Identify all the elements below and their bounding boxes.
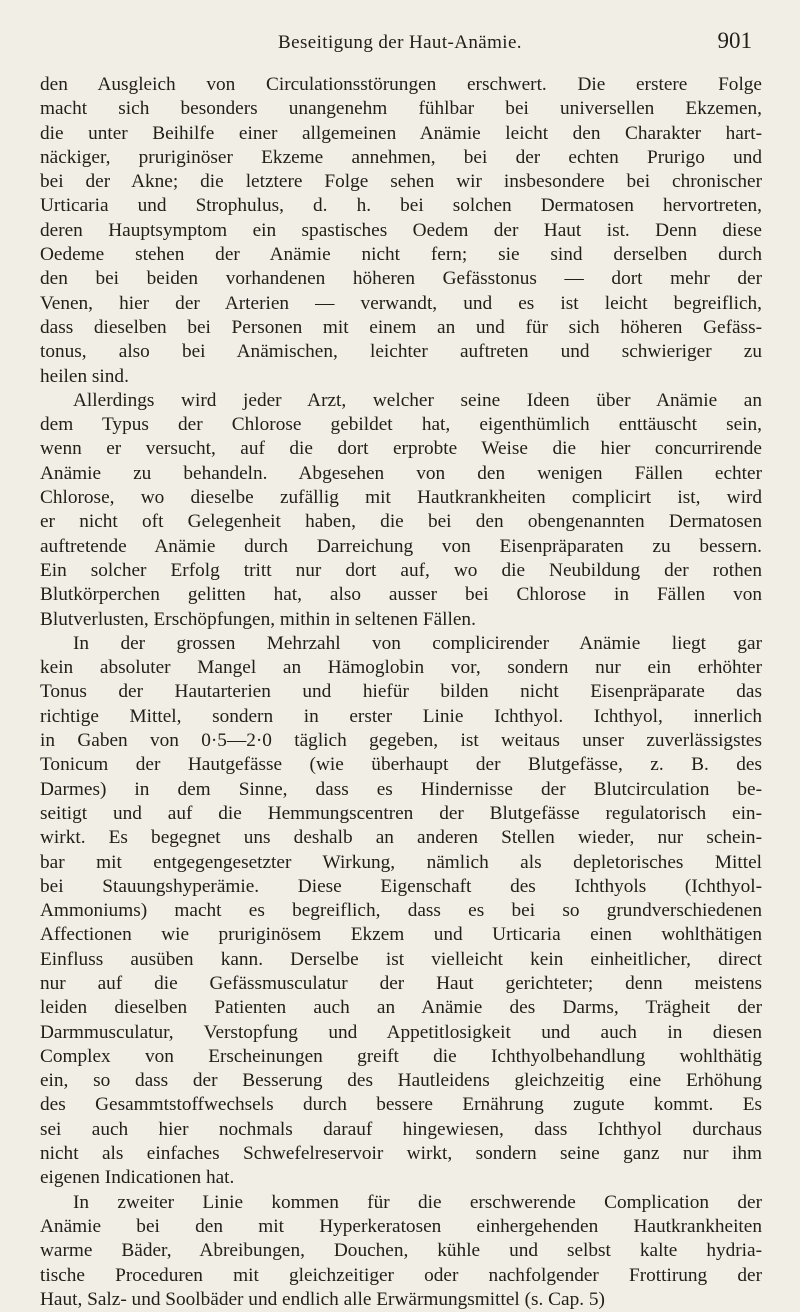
text-line: Urticaria und Strophulus, d. h. bei solchen Dermatosen hervortreten, [40, 195, 762, 217]
text-line: bei der Akne; die letztere Folge sehen wir insbesondere bei chronischer [40, 171, 762, 193]
page-header [40, 26, 760, 60]
text-line: In zweiter Linie kommen für die erschwerende Complication der [73, 1191, 762, 1213]
text-line: dem Typus der Chlorose gebildet hat, eigenthümlich enttäuscht sein, [40, 414, 762, 436]
text-line: Haut, Salz- und Soolbäder und endlich alle Erwärmungsmittel (s. Cap. 5) [40, 1288, 605, 1310]
text-line: er nicht oft Gelegenheit haben, die bei den obengenannten Dermatosen [40, 511, 762, 533]
text-line: wenn er versucht, auf die dort erprobte Weise die hier concurrirende [40, 438, 762, 460]
text-line: deren Hauptsymptom ein spastisches Oedem der Haut ist. Denn diese [40, 219, 762, 241]
text-line: warme Bäder, Abreibungen, Douchen, kühle und selbst kalte hydria- [40, 1240, 762, 1262]
text-line: Anämie zu behandeln. Abgesehen von den wenigen Fällen echter [40, 462, 762, 484]
text-line: Anämie bei den mit Hyperkeratosen einhergehenden Hautkrankheiten [40, 1215, 762, 1237]
text-line: heilen sind. [40, 365, 129, 387]
text-line: auftretende Anämie durch Darreichung von Eisenpräparaten zu bessern. [40, 535, 762, 557]
text-line: dass dieselben bei Personen mit einem an und für sich höheren Gefäss- [40, 316, 762, 338]
text-line: macht sich besonders unangenehm fühlbar bei universellen Ekzemen, [40, 98, 762, 120]
text-line: Darmmusculatur, Verstopfung und Appetitlosigkeit und auch in diesen [40, 1021, 762, 1043]
text-line: Ein solcher Erfolg tritt nur dort auf, wo die Neubildung der rothen [40, 559, 762, 581]
text-line: die unter Beihilfe einer allgemeinen Anämie leicht den Charakter hart- [40, 122, 762, 144]
text-line: Ammoniums) macht es begreiflich, dass es bei so grundverschiedenen [40, 900, 762, 922]
body-text [40, 73, 762, 1312]
text-line: näckiger, pruriginöser Ekzeme annehmen, bei der echten Prurigo und [40, 146, 762, 168]
running-title: Beseitigung der Haut-Anämie. [278, 32, 522, 53]
text-line: Oedeme stehen der Anämie nicht fern; sie sind derselben durch [40, 244, 762, 266]
text-line: Tonicum der Hautgefässe (wie überhaupt der Blutgefässe, z. B. des [40, 754, 762, 776]
text-line: des Gesammtstoffwechsels durch bessere Ernährung zugute kommt. Es [40, 1094, 762, 1116]
text-line: Tonus der Hautarterien und hiefür bilden nicht Eisenpräparate das [40, 681, 762, 703]
text-line: Darmes) in dem Sinne, dass es Hindernisse der Blutcirculation be- [40, 778, 762, 800]
text-line: den bei beiden vorhandenen höheren Gefässtonus — dort mehr der [40, 268, 762, 290]
text-line: Venen, hier der Arterien — verwandt, und es ist leicht begreiflich, [40, 292, 762, 314]
text-line: tonus, also bei Anämischen, leichter auftreten und schwieriger zu [40, 341, 762, 363]
text-line: tische Proceduren mit gleichzeitiger oder nachfolgender Frottirung der [40, 1264, 762, 1286]
text-line: sei auch hier nochmals darauf hingewiesen, dass Ichthyol durchaus [40, 1118, 762, 1140]
page-number: 901 [717, 28, 752, 53]
text-line: wirkt. Es begegnet uns deshalb an anderen Stellen wieder, nur schein- [40, 827, 762, 849]
text-line: Blutkörperchen gelitten hat, also ausser bei Chlorose in Fällen von [40, 584, 762, 606]
text-line: Affectionen wie pruriginösem Ekzem und Urticaria einen wohlthätigen [40, 924, 762, 946]
text-line: leiden dieselben Patienten auch an Anämie des Darms, Trägheit der [40, 997, 762, 1019]
text-line: ein, so dass der Besserung des Hautleidens gleichzeitig eine Erhöhung [40, 1070, 762, 1092]
text-line: Allerdings wird jeder Arzt, welcher seine Ideen über Anämie an [73, 389, 762, 411]
text-line: nur auf die Gefässmusculatur der Haut gerichteter; denn meistens [40, 972, 762, 994]
text-line: in Gaben von 0·5—2·0 täglich gegeben, ist weitaus unser zuverlässigstes [40, 730, 762, 752]
text-line: eigenen Indicationen hat. [40, 1167, 235, 1189]
text-line: bei Stauungshyperämie. Diese Eigenschaft des Ichthyols (Ichthyol- [40, 875, 762, 897]
text-line: bar mit entgegengesetzter Wirkung, nämlich als depletorisches Mittel [40, 851, 762, 873]
text-line: Chlorose, wo dieselbe zufällig mit Hautkrankheiten complicirt ist, wird [40, 487, 762, 509]
text-line: kein absoluter Mangel an Hämoglobin vor, sondern nur ein erhöhter [40, 657, 762, 679]
text-line: den Ausgleich von Circulationsstörungen erschwert. Die erstere Folge [40, 74, 762, 95]
text-line: seitigt und auf die Hemmungscentren der Blutgefässe regulatorisch ein- [40, 802, 762, 824]
text-line: Blutverlusten, Erschöpfungen, mithin in seltenen Fällen. [40, 608, 476, 630]
text-line: nicht als einfaches Schwefelreservoir wirkt, sondern seine ganz nur ihm [40, 1143, 762, 1165]
text-line: richtige Mittel, sondern in erster Linie Ichthyol. Ichthyol, innerlich [40, 705, 762, 727]
text-line: In der grossen Mehrzahl von complicirender Anämie liegt gar [73, 632, 762, 654]
text-line: Complex von Erscheinungen greift die Ichthyolbehandlung wohlthätig [40, 1045, 762, 1067]
text-line: Einfluss ausüben kann. Derselbe ist vielleicht kein einheitlicher, direct [40, 948, 762, 970]
